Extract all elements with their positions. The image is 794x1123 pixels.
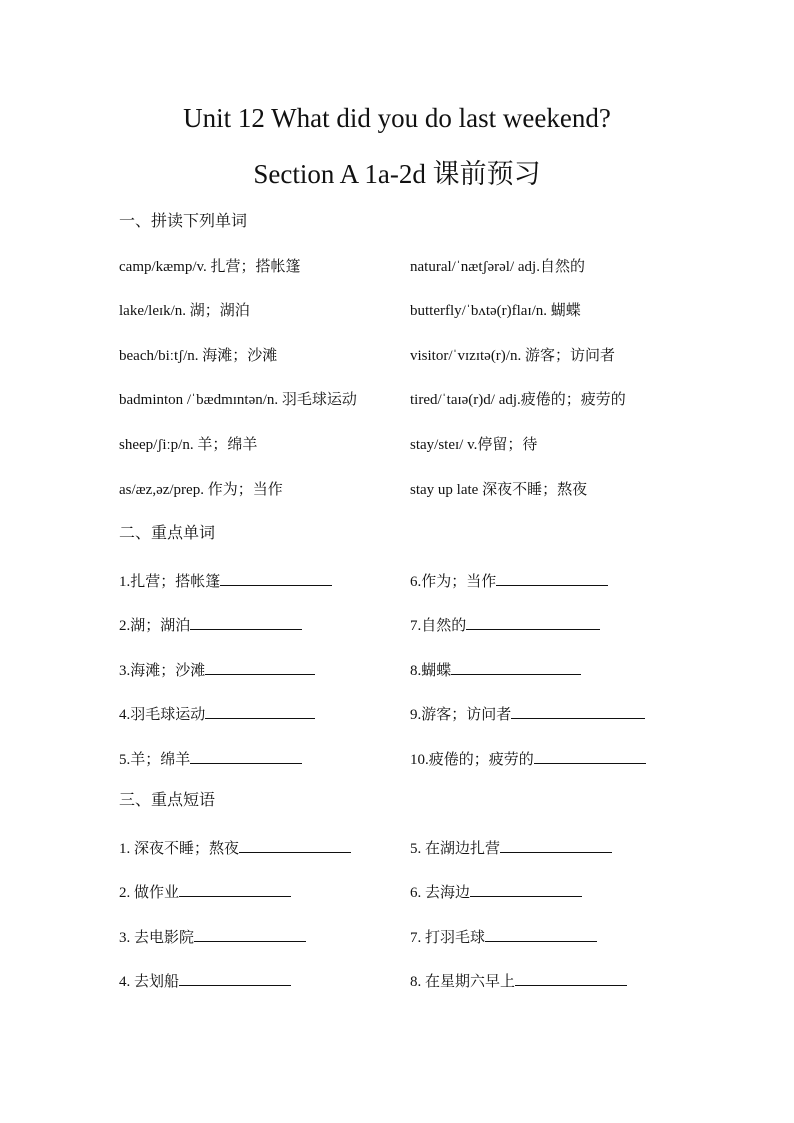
word-prompt-10: 10.疲倦的；疲劳的 — [410, 747, 646, 770]
answer-blank[interactable] — [194, 925, 306, 942]
answer-blank[interactable] — [496, 569, 608, 586]
vocab-row — [0, 390, 794, 414]
vocab-item-badminton: badminton /ˈbædmɪntən/n. 羽毛球运动 — [119, 392, 357, 408]
answer-blank[interactable] — [515, 969, 627, 986]
vocab-item-stay-up-late: stay up late 深夜不睡；熬夜 — [410, 482, 588, 498]
vocab-row — [0, 435, 794, 459]
word-prompt-5: 5.羊；绵羊 — [119, 747, 302, 770]
section-heading-key-phrases: 三、重点短语 — [119, 792, 216, 809]
phrase-prompt-8: 8. 在星期六早上 — [410, 969, 627, 992]
phrase-prompt-5: 5. 在湖边扎营 — [410, 836, 612, 859]
exercise-row — [0, 836, 794, 860]
answer-blank[interactable] — [179, 880, 291, 897]
vocab-row — [0, 257, 794, 281]
phrase-prompt-7: 7. 打羽毛球 — [410, 925, 597, 948]
vocab-item-butterfly: butterfly/ˈbʌtə(r)flaɪ/n. 蝴蝶 — [410, 303, 581, 319]
word-prompt-7: 7.自然的 — [410, 613, 600, 636]
answer-blank[interactable] — [451, 658, 581, 675]
answer-blank[interactable] — [205, 658, 315, 675]
answer-blank[interactable] — [205, 702, 315, 719]
exercise-row — [0, 613, 794, 637]
exercise-row — [0, 969, 794, 993]
section-heading-key-words: 二、重点单词 — [119, 525, 216, 542]
vocab-item-natural: natural/ˈnætʃərəl/ adj.自然的 — [410, 259, 585, 275]
vocab-row — [0, 346, 794, 370]
vocab-item-visitor: visitor/ˈvɪzɪtə(r)/n. 游客；访问者 — [410, 348, 615, 364]
vocab-item-lake: lake/leɪk/n. 湖；湖泊 — [119, 303, 250, 319]
vocab-item-camp: camp/kæmp/v. 扎营；搭帐篷 — [119, 259, 301, 275]
phrase-prompt-2: 2. 做作业 — [119, 880, 291, 903]
phrase-prompt-3: 3. 去电影院 — [119, 925, 306, 948]
exercise-row — [0, 658, 794, 682]
vocab-item-as: as/æz,əz/prep. 作为；当作 — [119, 482, 283, 498]
answer-blank[interactable] — [220, 569, 332, 586]
unit-title: Unit 12 What did you do last weekend? — [183, 103, 611, 133]
answer-blank[interactable] — [511, 702, 645, 719]
phrase-prompt-1: 1. 深夜不睡；熬夜 — [119, 836, 351, 859]
vocab-row — [0, 480, 794, 504]
word-prompt-4: 4.羽毛球运动 — [119, 702, 315, 725]
word-prompt-1: 1.扎营；搭帐篷 — [119, 569, 332, 592]
answer-blank[interactable] — [190, 747, 302, 764]
answer-blank[interactable] — [485, 925, 597, 942]
vocab-item-tired: tired/ˈtaɪə(r)d/ adj.疲倦的；疲劳的 — [410, 392, 626, 408]
section-subtitle: Section A 1a-2d 课前预习 — [253, 159, 541, 189]
word-prompt-9: 9.游客；访问者 — [410, 702, 645, 725]
exercise-row — [0, 702, 794, 726]
exercise-row — [0, 880, 794, 904]
phrase-prompt-4: 4. 去划船 — [119, 969, 291, 992]
answer-blank[interactable] — [190, 613, 302, 630]
vocab-item-beach: beach/biːtʃ/n. 海滩；沙滩 — [119, 348, 278, 364]
word-prompt-3: 3.海滩；沙滩 — [119, 658, 315, 681]
answer-blank[interactable] — [534, 747, 646, 764]
answer-blank[interactable] — [239, 836, 351, 853]
phrase-prompt-6: 6. 去海边 — [410, 880, 582, 903]
answer-blank[interactable] — [179, 969, 291, 986]
word-prompt-2: 2.湖；湖泊 — [119, 613, 302, 636]
section-heading-vocabulary: 一、拼读下列单词 — [119, 213, 248, 230]
vocab-row — [0, 301, 794, 325]
vocab-item-stay: stay/steɪ/ v.停留；待 — [410, 437, 538, 453]
word-prompt-6: 6.作为；当作 — [410, 569, 608, 592]
word-prompt-8: 8.蝴蝶 — [410, 658, 581, 681]
exercise-row — [0, 925, 794, 949]
exercise-row — [0, 747, 794, 771]
vocab-item-sheep: sheep/ʃiːp/n. 羊；绵羊 — [119, 437, 258, 453]
answer-blank[interactable] — [500, 836, 612, 853]
answer-blank[interactable] — [466, 613, 600, 630]
answer-blank[interactable] — [470, 880, 582, 897]
exercise-row — [0, 569, 794, 593]
